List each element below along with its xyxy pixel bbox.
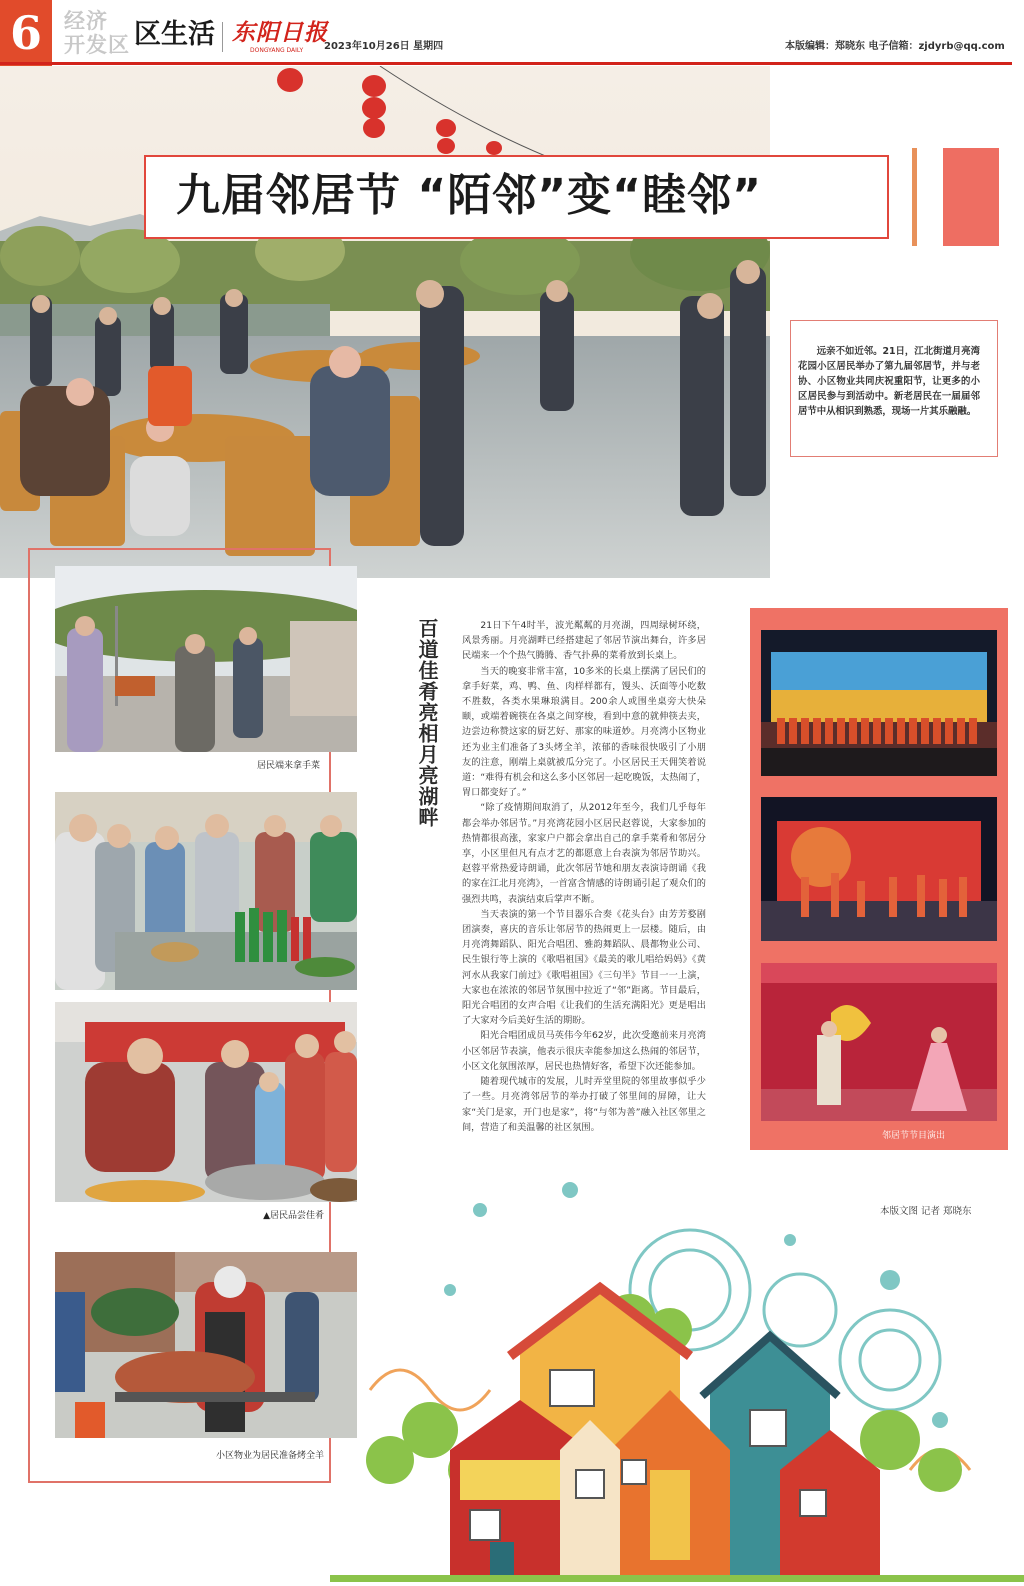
article-paragraph: 21日下午4时半，波光粼粼的月亮湖，四周绿树环绕，风景秀丽。月亮湖畔已经搭建起了邻居节演出舞台，许多居民端来一个个热气腾腾、香气扑鼻的菜肴放到长桌上。 — [462, 620, 706, 662]
hero-photo-banquet — [0, 66, 770, 578]
masthead-divider — [222, 22, 223, 52]
photo-buffet-table — [55, 792, 357, 990]
article-subtitle: 百道佳肴亮相月亮湖畔 — [415, 618, 439, 828]
editor-contact: 本版编辑：郑晓东 电子信箱：zjdyrb@qq.com — [785, 41, 1005, 52]
houses-illustration — [330, 1170, 1024, 1582]
headline: 九届邻居节 “陌邻”变“睦邻” — [176, 170, 762, 221]
decor-bar-orange — [912, 148, 917, 246]
photo-roast-lamb — [55, 1252, 357, 1438]
article-body — [462, 618, 706, 1135]
newspaper-logo-english: DONGYANG DAILY — [250, 47, 304, 54]
photo-stage-choir — [761, 630, 997, 776]
section-label-part1: 经济 — [64, 9, 108, 33]
caption-photo4: 小区物业为居民准备烤全羊 — [215, 1451, 324, 1461]
article-paragraph: 随着现代城市的发展，儿时弄堂里院的邻里故事似乎少了一些。月亮湾邻居节的举办打破了邻里间的屏障，让大家“关门是家，开门也是家”，将“与邻为善”融入社区邻里之间，营造了和美温馨的社区氛围。 — [462, 1076, 706, 1133]
photo-residents-bring-dishes — [55, 566, 357, 752]
page-number: 6 — [0, 0, 52, 66]
issue-date: 2023年10月26日 星期四 — [324, 41, 444, 52]
decor-bar-coral — [943, 148, 999, 246]
section-label-part3: 区生活 — [134, 19, 215, 50]
caption-stage: 邻居节节目演出 — [882, 1131, 946, 1141]
photo-residents-taste-food — [55, 1002, 357, 1202]
section-label-part2: 开发区 — [64, 33, 130, 57]
article-paragraph: 阳光合唱团成员马英伟今年62岁，此次受邀前来月亮湾小区邻居节表演，他表示很庆幸能参加这么热闹的邻居节，小区文化氛围浓厚，居民也热情好客，希望下次还能参加。 — [462, 1030, 706, 1072]
lead-paragraph: 远亲不如近邻。21日，江北街道月亮湾花园小区居民举办了第九届邻居节，并与老协、小区物业共同庆祝重阳节，让更多的小区居民参与到活动中。新老居民在一届届邻居节中从相识到熟悉，现场一片其乐融融。 — [798, 346, 980, 417]
photo-stage-singers — [761, 963, 997, 1121]
byline-credit: 本版文图 记者 郑晓东 — [880, 1206, 972, 1217]
article-paragraph: 当天的晚宴非常丰富，10多米的长桌上摆满了居民们的拿手好菜，鸡、鸭、鱼、肉样样都有，馒头、沃面等小吃数不胜数，各类水果琳琅满目。200余人或围坐桌旁大快朵颐，或端着碗筷在各桌之间穿梭，看到中意的就伸筷去夹，边尝边称赞这家的厨艺好、那家的味道妙。月亮湾小区物业还为业主们准备了3头烤全羊，浓郁的香味很快吸引了小朋友的注意，刚端上桌就被瓜分完了。小区居民王天佣笑着说道：“难得有机会和这么多小区邻居一起吃晚饭，太热闹了，胃口都变好了。” — [462, 665, 706, 799]
caption-photo3: ▲居民品尝佳肴 — [263, 1211, 324, 1221]
article-paragraph: “除了疫情期间取消了，从2012年至今，我们几乎每年都会举办邻居节。”月亮湾花园小区居民赵蓉说，大家参加的热情都很高涨，家家户户都会拿出自己的拿手菜肴和邻居分享，小区里但凡有点才艺的都愿意上台表演为邻居节助兴。赵蓉平常热爱诗朗诵，此次邻居节她和朋友表演诗朗诵《我的家在江北月亮湾》，一首富含情感的诗朗诵引起了观众们的强烈共鸣，表演结束后掌声不断。 — [462, 802, 706, 905]
photo-stage-dance — [761, 797, 997, 941]
caption-photo1: 居民端来拿手菜 — [256, 761, 320, 771]
article-paragraph: 当天表演的第一个节目器乐合奏《花头台》由芳芳婺剧团演奏，喜庆的音乐让邻居节的热闹更上一层楼。随后，由月亮湾舞蹈队、阳光合唱团、雅韵舞蹈队、晨都物业公司、民生银行等上演的《歌唱祖国》《最美的歌儿唱给妈妈》《黄河水从我家门前过》《歌唱祖国》《三句半》节目一一上演，大家也在浓浓的邻居节氛围中拉近了“邻”距离。节目最后，阳光合唱团的女声合唱《让我们的生活充满阳光》更是唱出了大家对今后美好生活的期盼。 — [462, 908, 706, 1027]
newspaper-logo: 东阳日报 — [232, 19, 328, 46]
masthead-rule — [0, 62, 1012, 65]
